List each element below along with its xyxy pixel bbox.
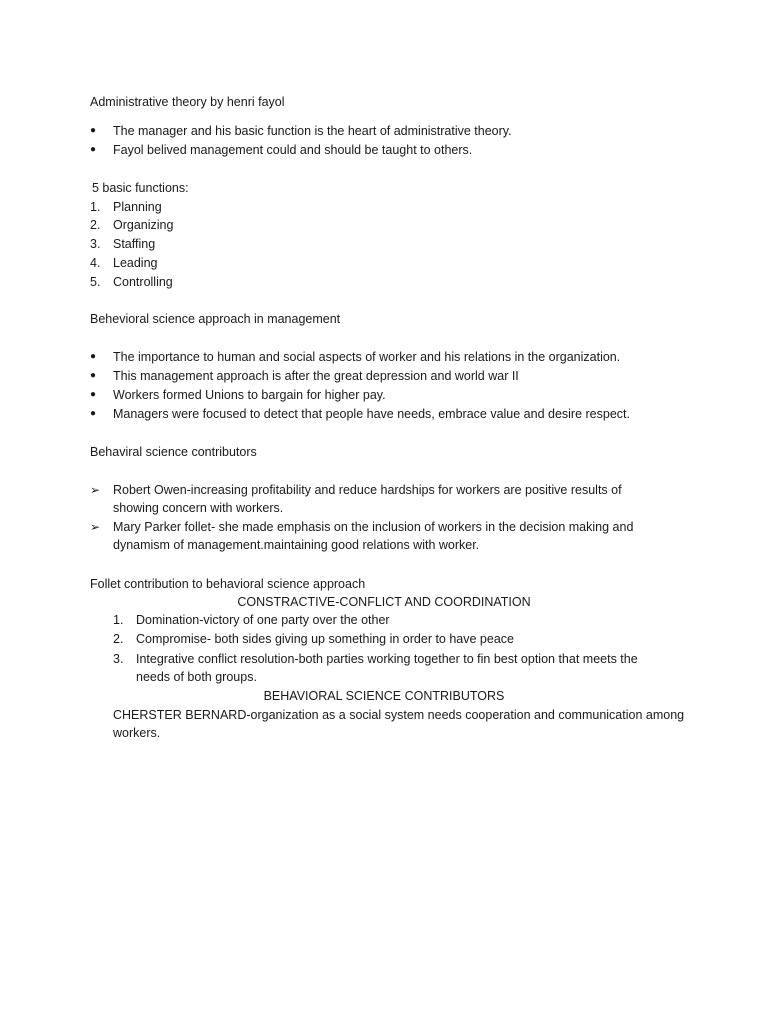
heading-contributors: Behaviral science contributors bbox=[90, 445, 257, 459]
bullet-icon: ● bbox=[90, 408, 97, 419]
list-item: ➢ Mary Parker follet- she made emphasis on the inclusion of workers in the decision making and dynamism of management.maintaining good relations with worker. bbox=[90, 520, 634, 552]
list-item: 3. Integrative conflict resolution-both parties working together to fin best option that meets the needs of both groups. bbox=[113, 652, 638, 684]
arrow-bullet-icon: ➢ bbox=[90, 483, 101, 497]
subheading-contributors: BEHAVIORAL SCIENCE CONTRIBUTORS bbox=[263, 689, 505, 703]
bullet-icon: ● bbox=[90, 389, 97, 400]
heading-administrative-theory: Administrative theory by henri fayol bbox=[90, 95, 285, 109]
heading-basic-functions: 5 basic functions: bbox=[92, 181, 189, 195]
list-item: ● The importance to human and social aspects of worker and his relations in the organization. bbox=[90, 350, 621, 364]
list-item: ● Fayol belived management could and should be taught to others. bbox=[90, 143, 473, 157]
bullet-icon: ● bbox=[90, 144, 97, 155]
list-item: ● This management approach is after the great depression and world war II bbox=[90, 369, 519, 383]
list-item: 5. Controlling bbox=[90, 275, 173, 289]
list-item: 1. Domination-victory of one party over the other bbox=[113, 613, 390, 627]
list-item: ● The manager and his basic function is the heart of administrative theory. bbox=[90, 124, 512, 138]
bullet-icon: ● bbox=[90, 370, 97, 381]
heading-follet-contribution: Follet contribution to behavioral science approach bbox=[90, 577, 366, 591]
list-item: 2. Compromise- both sides giving up something in order to have peace bbox=[113, 632, 514, 646]
bullet-icon: ● bbox=[90, 351, 97, 362]
bullet-icon: ● bbox=[90, 125, 97, 136]
list-item: ➢ Robert Owen-increasing profitability and reduce hardships for workers are positive results of showing concern with workers. bbox=[90, 483, 622, 515]
list-item: 2. Organizing bbox=[90, 218, 174, 232]
list-item: ● Workers formed Unions to bargain for higher pay. bbox=[90, 388, 386, 402]
closing-paragraph-line: CHERSTER BERNARD-organization as a social system needs cooperation and communication among bbox=[113, 708, 685, 722]
list-item: 3. Staffing bbox=[90, 237, 156, 251]
heading-behavioral-approach: Behevioral science approach in management bbox=[90, 312, 341, 326]
list-item: ● Managers were focused to detect that people have needs, embrace value and desire respect. bbox=[90, 407, 630, 421]
list-item: 1. Planning bbox=[90, 200, 162, 214]
arrow-bullet-icon: ➢ bbox=[90, 520, 101, 534]
closing-paragraph-line: workers. bbox=[113, 726, 161, 740]
subheading-constructive-conflict: CONSTRACTIVE-CONFLICT AND COORDINATION bbox=[237, 595, 531, 609]
list-item: 4. Leading bbox=[90, 256, 158, 270]
